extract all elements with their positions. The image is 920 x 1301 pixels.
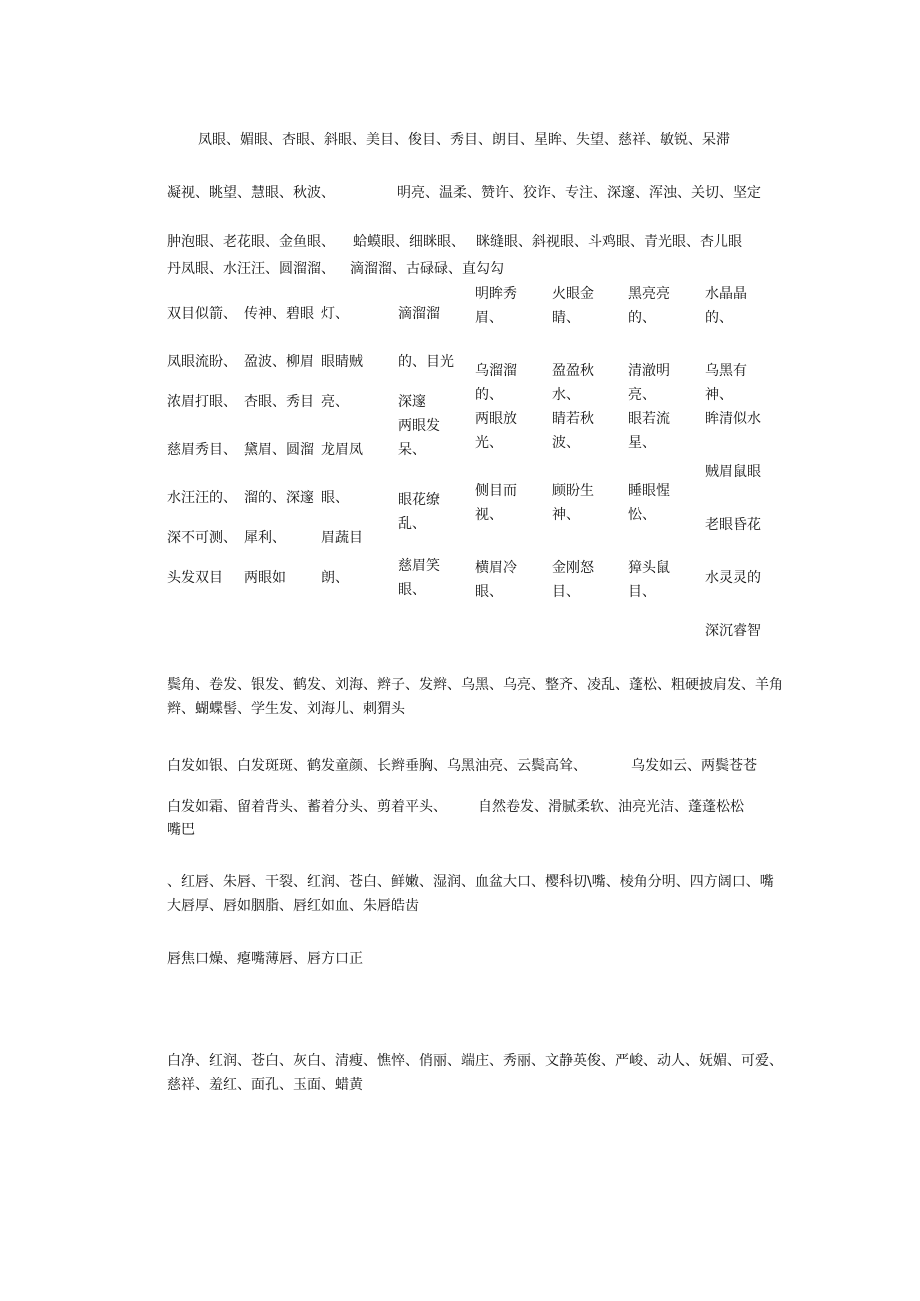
column-cell: 深不可测、 [167,530,237,546]
eyes-line-4b: 滴溜溜、古碌碌、直勾勾 [350,261,504,277]
column-cell: 金刚怒 [552,560,594,576]
column-cell: 传神、碧眼 [244,306,314,322]
column-cell: 的、 [628,310,656,326]
hair-line-4b: 自然卷发、滑腻柔软、油亮光洁、蓬蓬松松 [478,799,744,815]
eyes-column-d [398,302,454,602]
column-cell: 獐头鼠 [628,560,670,576]
column-cell: 溜的、深邃 [244,490,314,506]
eyes-line-2a: 凝视、眺望、慧眼、秋波、 [167,185,335,201]
eyes-column-f [552,282,594,604]
column-cell: 目、 [552,584,580,600]
column-cell: 水灵灵的 [705,570,761,586]
column-cell: 犀利、 [244,530,286,546]
column-cell: 呆、 [398,442,426,458]
column-cell: 目、 [628,584,656,600]
column-cell: 龙眉凤 [321,442,363,458]
column-cell: 眼、 [321,490,349,506]
column-cell: 眼睛贼 [321,354,363,370]
column-cell: 朗、 [321,570,349,586]
column-cell: 清澈明 [628,363,670,379]
column-cell: 乌溜溜 [475,363,517,379]
column-cell: 神、 [552,507,580,523]
column-cell: 黛眉、圆溜 [244,442,314,458]
column-cell: 亮、 [321,394,349,410]
mouth-heading: 嘴巴 [167,822,195,838]
hair-line-3b: 乌发如云、两鬓苍苍 [631,758,757,774]
hair-line-2: 辫、蝴蝶髻、学生发、刘海儿、刺猬头 [167,701,405,717]
column-cell: 眼、 [398,582,426,598]
column-cell: 慈眉秀目、 [167,442,237,458]
column-cell: 光、 [475,435,503,451]
column-cell: 火眼金 [552,286,594,302]
eyes-line-3b: 蛤蟆眼、细眯眼、 [353,234,465,250]
column-cell: 眸清似水 [705,411,761,427]
column-cell: 睛若秋 [552,411,594,427]
column-cell: 滴溜溜 [398,306,440,322]
column-cell: 乱、 [398,516,426,532]
column-cell: 双目似箭、 [167,306,237,322]
column-cell: 乌黑有 [705,363,747,379]
eyes-line-3c: 眯缝眼、斜视眼、斗鸡眼、青光眼、杏儿眼 [476,234,742,250]
column-cell: 深沉睿智 [705,623,761,639]
column-cell: 眉、 [475,310,503,326]
column-cell: 睡眼惺 [628,483,670,499]
column-cell: 的、目光 [398,354,454,370]
column-cell: 贼眉鼠眼 [705,464,761,480]
column-cell: 水晶晶 [705,286,747,302]
column-cell: 两眼放 [475,411,517,427]
column-cell: 的、 [705,310,733,326]
column-cell: 眼花缭 [398,492,440,508]
column-cell: 侧目而 [475,483,517,499]
column-cell: 眼若流 [628,411,670,427]
eyes-column-g [628,282,670,604]
mouth-line-3: 唇焦口燥、瘪嘴薄唇、唇方口正 [167,951,363,967]
face-line-1: 白净、红润、苍白、灰白、清瘦、憔悴、俏丽、端庄、秀丽、文静英俊、严峻、动人、妩媚、可爱、 [167,1053,783,1069]
column-cell: 水汪汪的、 [167,490,237,506]
hair-line-3a: 白发如银、白发斑斑、鹤发童颜、长辫垂胸、乌黑油亮、云鬓高耸、 [167,758,587,774]
eyes-line-2b: 明亮、温柔、赞许、狡诈、专注、深邃、浑浊、关切、坚定 [397,185,761,201]
column-cell: 视、 [475,507,503,523]
column-cell: 睛、 [552,310,580,326]
hair-line-4a: 白发如霜、留着背头、蓄着分头、剪着平头、 [167,799,447,815]
column-cell: 深邃 [398,394,426,410]
column-cell: 杏眼、秀目 [244,394,314,410]
column-cell: 亮、 [628,387,656,403]
column-cell: 慈眉笑 [398,558,440,574]
column-cell: 波、 [552,435,580,451]
face-line-2: 慈祥、羞红、面孔、玉面、蜡黄 [167,1077,363,1093]
column-cell: 神、 [705,387,733,403]
column-cell: 眼、 [475,584,503,600]
column-cell: 盈盈秋 [552,363,594,379]
column-cell: 忪、 [628,507,656,523]
hair-line-1: 鬓角、卷发、银发、鹤发、刘海、辫子、发辫、乌黑、乌亮、整齐、凌乱、蓬松、粗硬披肩发、羊角 [167,677,783,693]
column-cell: 横眉冷 [475,560,517,576]
column-cell: 黑亮亮 [628,286,670,302]
column-cell: 凤眼流盼、 [167,354,237,370]
column-cell: 水、 [552,387,580,403]
eyes-column-a [167,302,237,590]
eyes-column-c [321,302,363,590]
column-cell: 明眸秀 [475,286,517,302]
mouth-line-2: 大唇厚、唇如胭脂、唇红如血、朱唇皓齿 [167,898,419,914]
eyes-column-h [705,282,761,643]
column-cell: 顾盼生 [552,483,594,499]
column-cell: 头发双目 [167,570,223,586]
eyes-line-3a: 肿泡眼、老花眼、金鱼眼、 [167,234,335,250]
column-cell: 灯、 [321,306,349,322]
eyes-line-4a: 丹凤眼、水汪汪、圆溜溜、 [167,261,335,277]
eyes-column-e [475,282,517,604]
eyes-column-b [244,302,314,590]
column-cell: 星、 [628,435,656,451]
column-cell: 的、 [475,387,503,403]
eyes-line-1: 凤眼、媚眼、杏眼、斜眼、美目、俊目、秀目、朗目、星眸、失望、慈祥、敏锐、呆滞 [198,132,730,148]
column-cell: 两眼如 [244,570,286,586]
column-cell: 眉蔬目 [321,530,363,546]
column-cell: 老眼昏花 [705,517,761,533]
mouth-line-1: 、红唇、朱唇、干裂、红润、苍白、鲜嫩、湿润、血盆大口、樱科切\嘴、棱角分明、四方阔口、嘴 [167,874,774,890]
column-cell: 浓眉打眼、 [167,394,237,410]
column-cell: 两眼发 [398,418,440,434]
column-cell: 盈波、柳眉 [244,354,314,370]
